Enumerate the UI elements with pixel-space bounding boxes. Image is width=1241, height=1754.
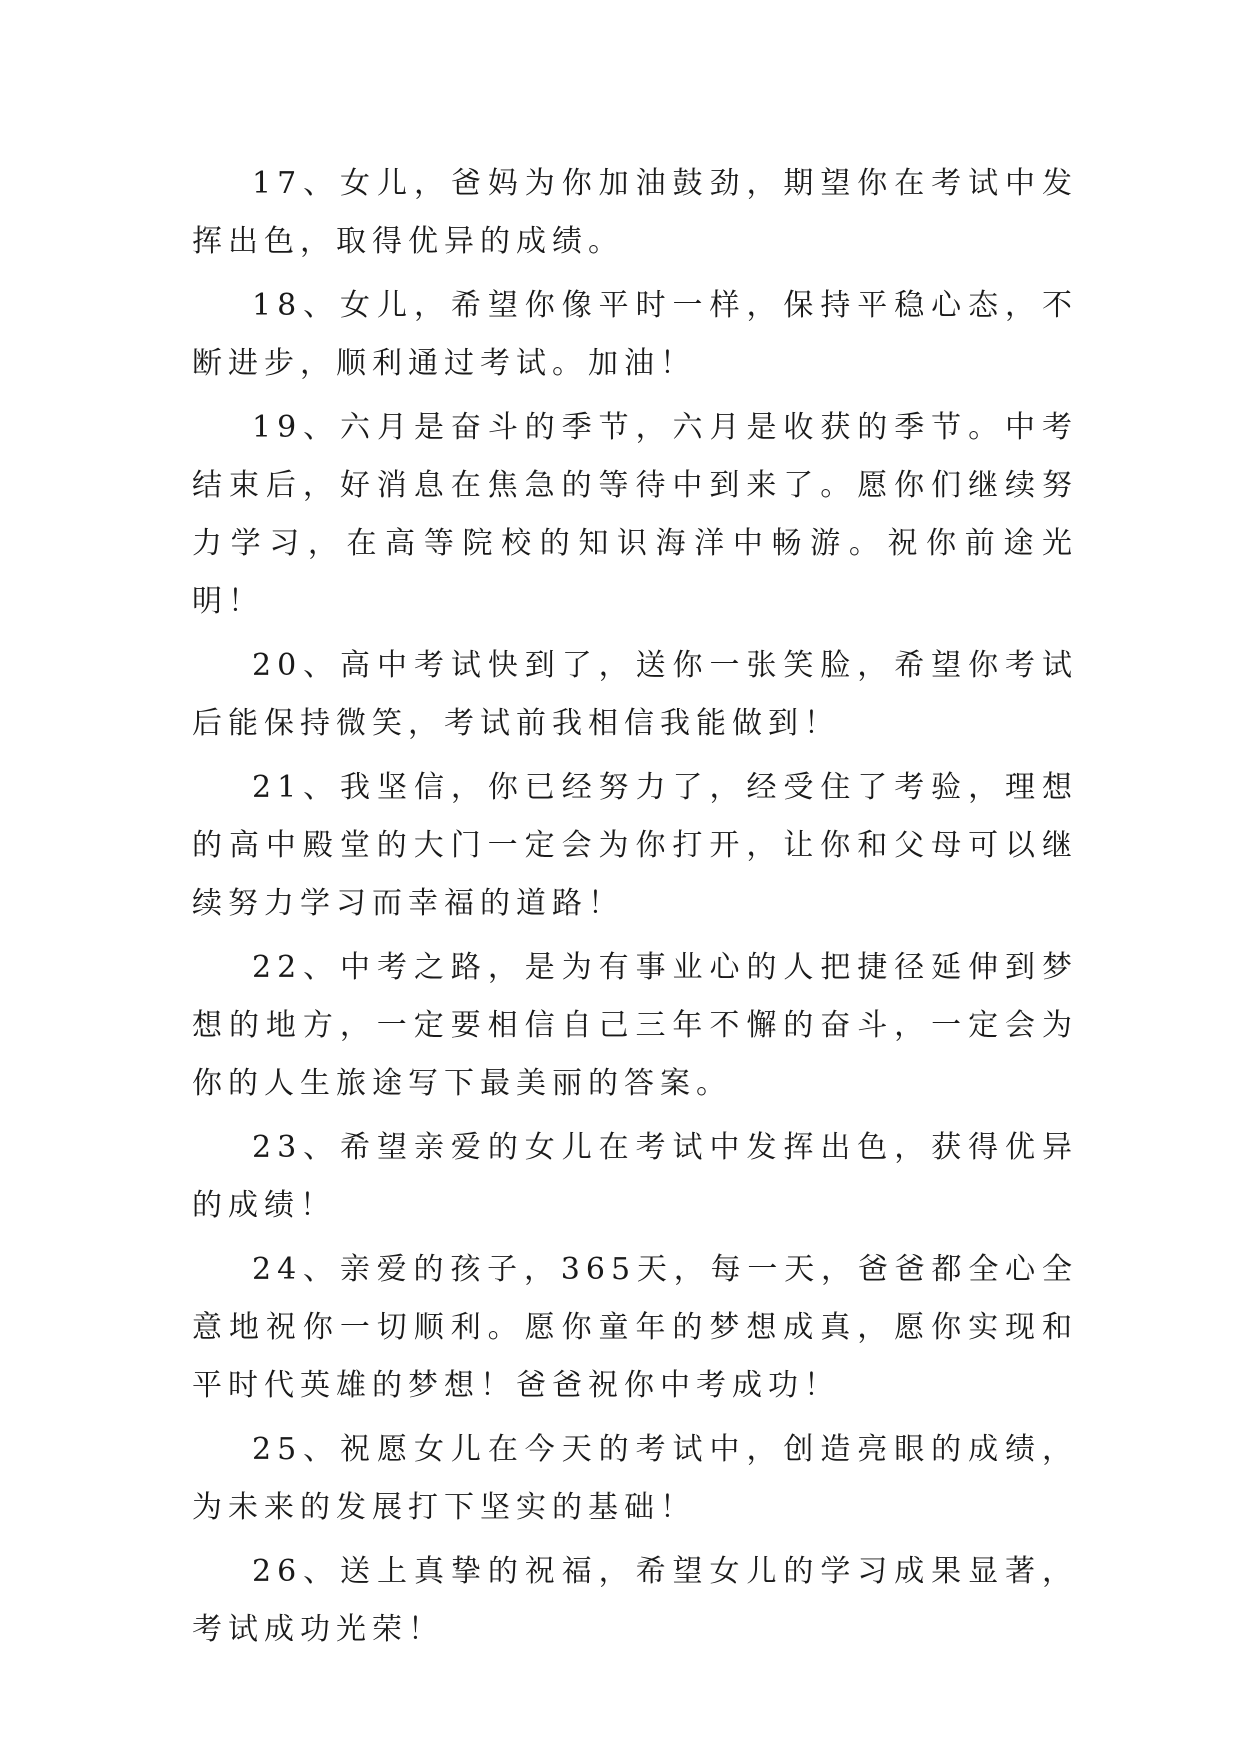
- paragraph-19: 19、六月是奋斗的季节，六月是收获的季节。中考结束后，好消息在焦急的等待中到来了。愿你们继续努力学习，在高等院校的知识海洋中畅游。祝你前途光明！: [192, 410, 1078, 619]
- paragraph-26: 26、送上真挚的祝福，希望女儿的学习成果显著，考试成功光荣！: [192, 1554, 1078, 1647]
- paragraph-23: 23、希望亲爱的女儿在考试中发挥出色，获得优异的成绩！: [192, 1130, 1078, 1223]
- paragraph-21: 21、我坚信，你已经努力了，经受住了考验，理想的高中殿堂的大门一定会为你打开，让你和父母可以继续努力学习而幸福的道路！: [192, 770, 1078, 921]
- paragraph-17: 17、女儿，爸妈为你加油鼓劲，期望你在考试中发挥出色，取得优异的成绩。: [192, 166, 1078, 259]
- paragraph-22: 22、中考之路，是为有事业心的人把捷径延伸到梦想的地方，一定要相信自己三年不懈的奋斗，一定会为你的人生旅途写下最美丽的答案。: [192, 950, 1078, 1101]
- document-body: [192, 155, 1078, 1665]
- paragraph-24: 24、亲爱的孩子，365天，每一天，爸爸都全心全意地祝你一切顺利。愿你童年的梦想成真，愿你实现和平时代英雄的梦想！爸爸祝你中考成功！: [192, 1252, 1078, 1403]
- paragraph-18: 18、女儿，希望你像平时一样，保持平稳心态，不断进步，顺利通过考试。加油！: [192, 288, 1078, 381]
- paragraph-25: 25、祝愿女儿在今天的考试中，创造亮眼的成绩，为未来的发展打下坚实的基础！: [192, 1432, 1078, 1525]
- paragraph-20: 20、高中考试快到了，送你一张笑脸，希望你考试后能保持微笑，考试前我相信我能做到！: [192, 648, 1078, 741]
